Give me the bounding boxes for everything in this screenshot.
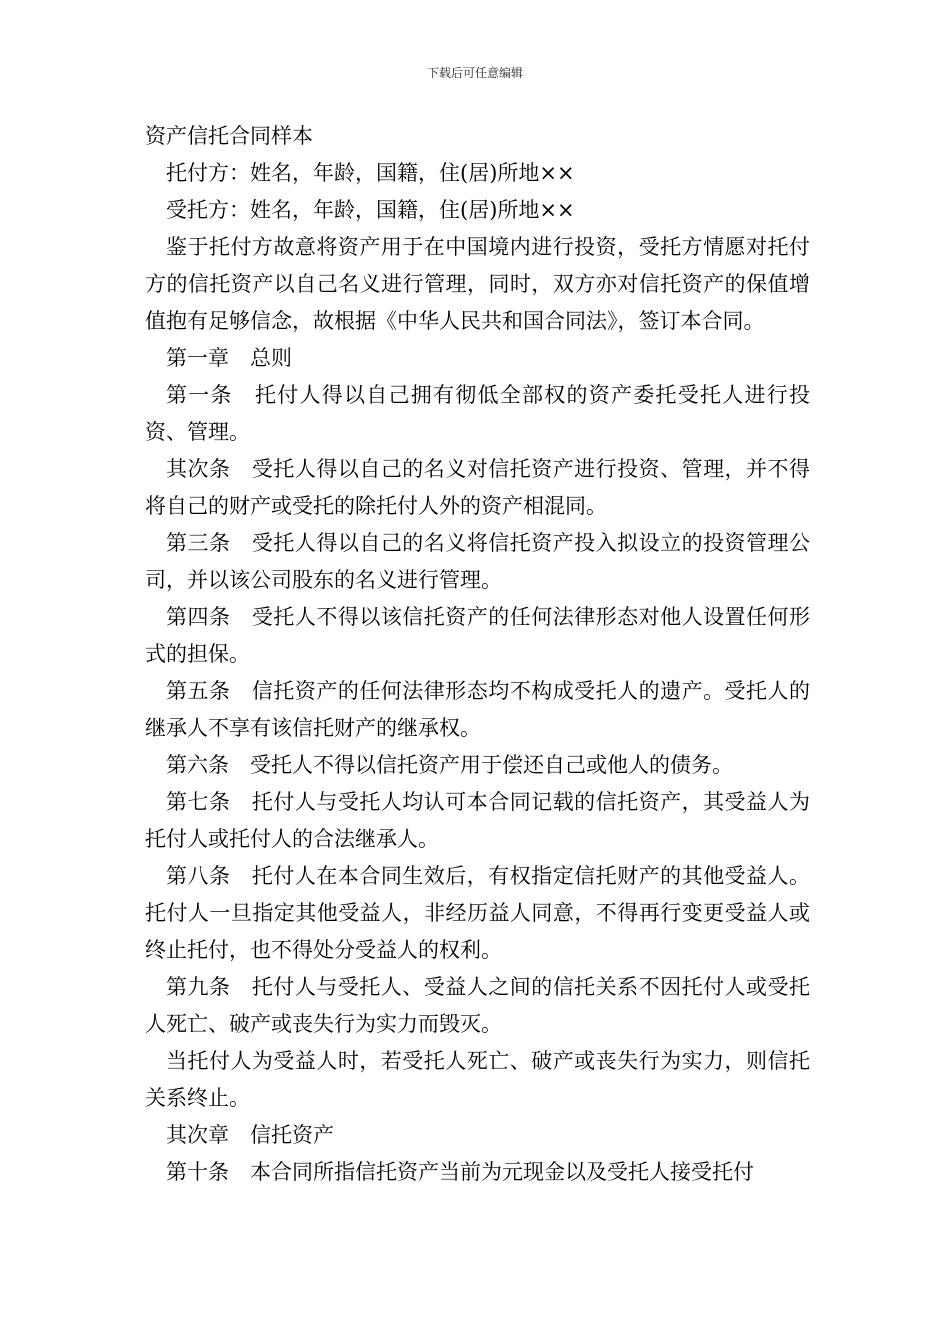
article-paragraph: 第四条 受托人不得以该信托资产的任何法律形态对他人设置任何形式的担保。 [145,605,810,666]
article-paragraph: 第三条 受托人得以自己的名义将信托资产投入拟设立的投资管理公司，并以该公司股东的名义进行管理。 [145,531,810,592]
article-paragraph: 第十条 本合同所指信托资产当前为元现金以及受托人接受托付 [166,1160,754,1184]
document-title: 资产信托合同样本 [145,124,313,148]
document-body [145,118,810,1191]
article-paragraph: 第九条 托付人与受托人、受益人之间的信托关系不因托付人或受托人死亡、破产或丧失行为实力而毁灭。 [145,975,810,1036]
paragraph: 托付方：姓名，年龄，国籍，住(居)所地×× [166,161,575,185]
article-paragraph: 第八条 托付人在本合同生效后，有权指定信托财产的其他受益人。托付人一旦指定其他受益人，非经历益人同意，不得再行变更受益人或终止托付，也不得处分受益人的权利。 [145,864,810,962]
paragraph: 鉴于托付方故意将资产用于在中国境内进行投资，受托方情愿对托付方的信托资产以自己名义进行管理，同时，双方亦对信托资产的保值增值抱有足够信念，故根据《中华人民共和国合同法》，签订本合同。 [145,235,810,333]
article-paragraph: 第一条 托付人得以自己拥有彻低全部权的资产委托受托人进行投资、管理。 [145,383,810,444]
article-paragraph: 第六条 受托人不得以信托资产用于偿还自己或他人的债务。 [166,753,733,777]
page-header: 下载后可任意编辑 [426,66,523,80]
article-paragraph: 第七条 托付人与受托人均认可本合同记载的信托资产，其受益人为托付人或托付人的合法继承人。 [145,790,810,851]
article-paragraph: 第五条 信托资产的任何法律形态均不构成受托人的遗产。受托人的继承人不享有该信托财产的继承权。 [145,679,810,740]
chapter-heading: 其次章 信托资产 [166,1123,334,1147]
chapter-heading: 第一章 总则 [166,346,292,370]
paragraph: 当托付人为受益人时，若受托人死亡、破产或丧失行为实力，则信托关系终止。 [145,1049,810,1110]
article-paragraph: 其次条 受托人得以自己的名义对信托资产进行投资、管理，并不得将自己的财产或受托的除托付人外的资产相混同。 [145,457,810,518]
paragraph: 受托方：姓名，年龄，国籍，住(居)所地×× [166,198,575,222]
